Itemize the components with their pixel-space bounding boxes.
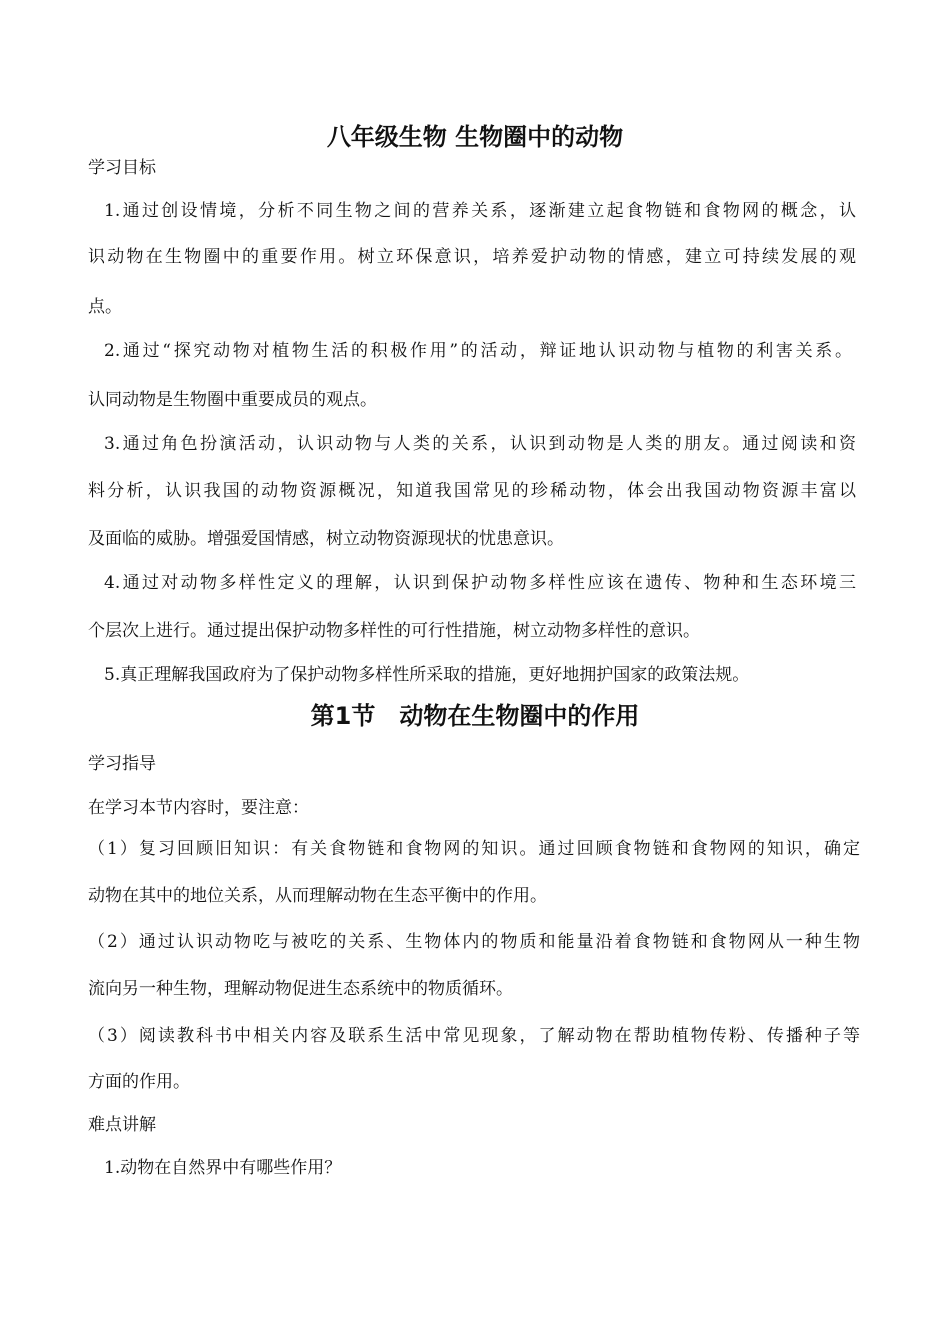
objective-line-9: 4.通过对动物多样性定义的理解，认识到保护动物多样性应该在遗传、物种和生态环境三 bbox=[104, 573, 856, 593]
section-title: 第1节 动物在生物圈中的作用 bbox=[310, 702, 640, 730]
guide-heading: 学习指导 bbox=[88, 754, 156, 774]
guide-intro: 在学习本节内容时，要注意： bbox=[88, 798, 309, 818]
guide-line-2: 动物在其中的地位关系，从而理解动物在生态平衡中的作用。 bbox=[88, 886, 547, 906]
page-title: 八年级生物 生物圈中的动物 bbox=[326, 123, 624, 151]
guide-line-4: 流向另一种生物，理解动物促进生态系统中的物质循环。 bbox=[88, 979, 513, 999]
objectives-heading: 学习目标 bbox=[88, 158, 156, 178]
objective-line-1: 1.通过创设情境，分析不同生物之间的营养关系，逐渐建立起食物链和食物网的概念，认 bbox=[104, 201, 856, 221]
objective-line-11: 5.真正理解我国政府为了保护动物多样性所采取的措施，更好地拥护国家的政策法规。 bbox=[104, 665, 750, 685]
guide-line-1: （1）复习回顾旧知识：有关食物链和食物网的知识。通过回顾食物链和食物网的知识，确定 bbox=[88, 839, 860, 859]
guide-line-5: （3）阅读教科书中相关内容及联系生活中常见现象，了解动物在帮助植物传粉、传播种子等 bbox=[88, 1026, 860, 1046]
objective-line-8: 及面临的威胁。增强爱国情感，树立动物资源现状的忧患意识。 bbox=[88, 529, 564, 549]
objective-line-3: 点。 bbox=[88, 297, 122, 317]
guide-line-6: 方面的作用。 bbox=[88, 1072, 190, 1092]
difficulty-heading: 难点讲解 bbox=[88, 1115, 156, 1135]
objective-line-4: 2.通过“探究动物对植物生活的积极作用”的活动，辩证地认识动物与植物的利害关系。 bbox=[104, 341, 852, 361]
objective-line-6: 3.通过角色扮演活动，认识动物与人类的关系，认识到动物是人类的朋友。通过阅读和资 bbox=[104, 434, 856, 454]
objective-line-7: 料分析，认识我国的动物资源概况，知道我国常见的珍稀动物，体会出我国动物资源丰富以 bbox=[88, 481, 856, 501]
objective-line-10: 个层次上进行。通过提出保护动物多样性的可行性措施，树立动物多样性的意识。 bbox=[88, 621, 700, 641]
objective-line-2: 识动物在生物圈中的重要作用。树立环保意识，培养爱护动物的情感，建立可持续发展的观 bbox=[88, 247, 856, 267]
objective-line-5: 认同动物是生物圈中重要成员的观点。 bbox=[88, 390, 377, 410]
difficulty-question-1: 1.动物在自然界中有哪些作用？ bbox=[104, 1158, 342, 1178]
guide-line-3: （2）通过认识动物吃与被吃的关系、生物体内的物质和能量沿着食物链和食物网从一种生物 bbox=[88, 932, 860, 952]
